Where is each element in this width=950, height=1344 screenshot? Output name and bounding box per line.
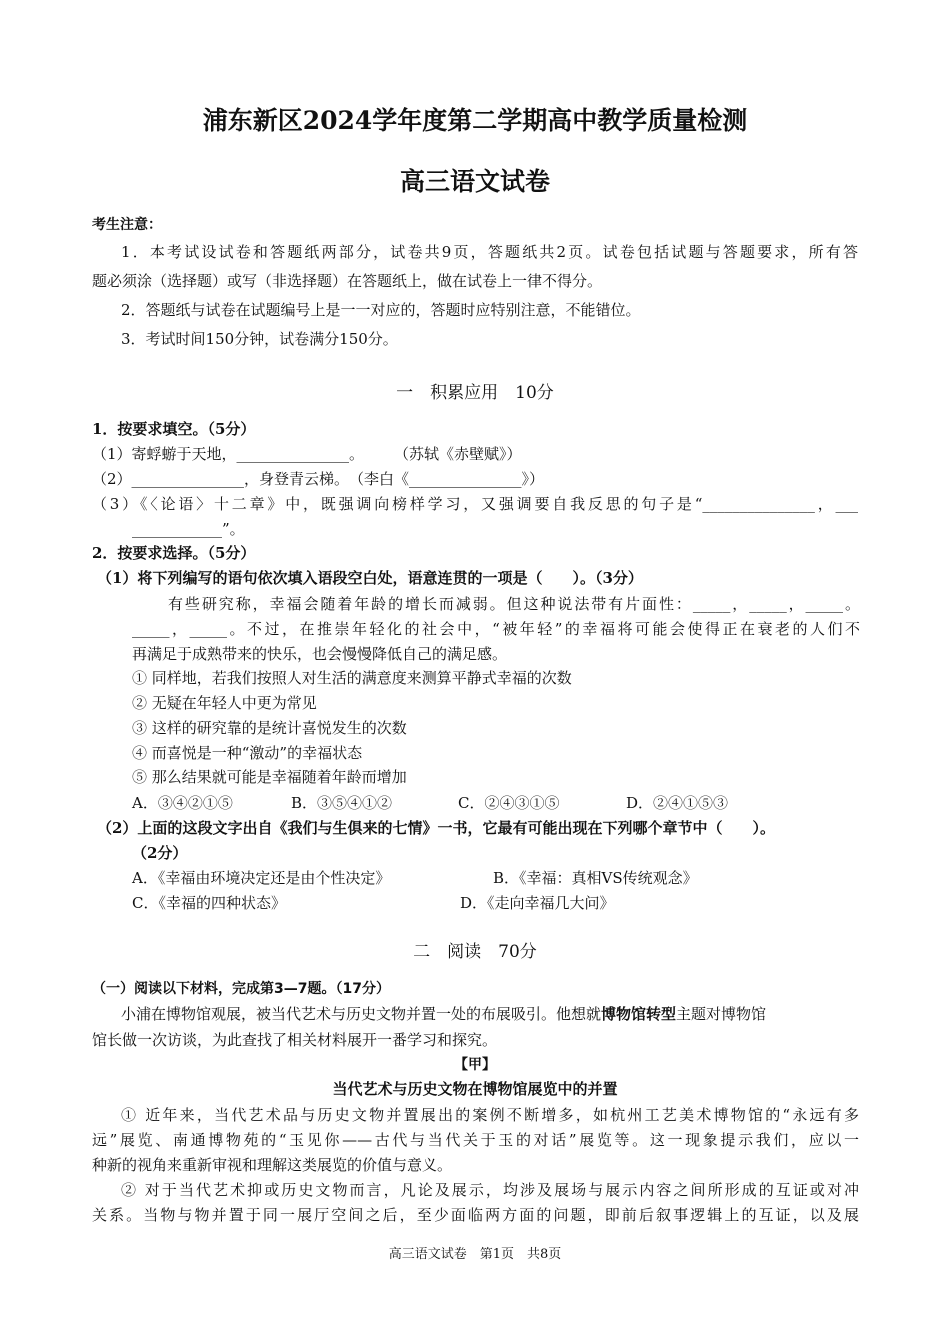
question-1-3-cont: ____________”。 xyxy=(132,520,245,538)
article-title: 当代艺术与历史文物在博物馆展览中的并置 xyxy=(332,1080,618,1098)
section-2-title: 二 阅读 70分 xyxy=(413,942,537,962)
article-p1-line-1: ① 近年来，当代艺术品与历史文物并置展出的案例不断增多，如杭州工艺美术博物馆的“永远有多 xyxy=(121,1106,859,1124)
sentence-4: ④ 而喜悦是一种“激动”的幸福状态 xyxy=(132,744,363,762)
passage-line-1: 有些研究称，幸福会随着年龄的增长而减弱。但这种说法带有片面性：_____，_____，_____。 xyxy=(168,595,860,613)
question-2-1: （1）将下列编写的语句依次填入语段空白处，语意连贯的一项是（ ）。（3分） xyxy=(97,569,643,587)
intro-keyword: 博物馆转型 xyxy=(601,1005,677,1023)
notice-item-1-cont: 题必须涂（选择题）或写（非选择题）在答题纸上，做在试卷上一律不得分。 xyxy=(92,272,603,290)
option-a: A．③④②①⑤ xyxy=(132,794,233,812)
option-b: B．③⑤④①② xyxy=(291,794,393,812)
question-1-1: （1）寄蜉蝣于天地，_______________。 （苏轼《赤壁赋》） xyxy=(92,445,522,463)
notice-item-1: 1．本考试设试卷和答题纸两部分，试卷共9页，答题纸共2页。试卷包括试题与答题要求，所有答 xyxy=(121,243,858,261)
chapter-option-b: B．《幸福：真相VS传统观念》 xyxy=(493,869,698,887)
chapter-option-d: D．《走向幸福几大问》 xyxy=(460,894,615,912)
exam-subtitle: 高三语文试卷 xyxy=(399,167,550,196)
passage-line-3: 再满足于成熟带来的快乐，也会慢慢降低自己的满足感。 xyxy=(132,645,508,663)
question-2-2-points: （2分） xyxy=(132,844,188,862)
sentence-1: ① 同样地，若我们按照人对生活的满意度来测算平静式幸福的次数 xyxy=(132,669,572,687)
chapter-option-a: A．《幸福由环境决定还是由个性决定》 xyxy=(132,869,391,887)
article-p1-line-2: 远”展览、南通博物苑的“玉见你——古代与当代关于玉的对话”展览等。这一现象提示我们，应以一 xyxy=(92,1131,859,1149)
article-p1-line-3: 种新的视角来重新审视和理解这类展览的价值与意义。 xyxy=(92,1156,453,1174)
section-1-title: 一 积累应用 10分 xyxy=(396,383,554,403)
question-1: 1．按要求填空。（5分） xyxy=(92,420,256,438)
material-label-jia: 【甲】 xyxy=(454,1057,496,1073)
question-1-2: （2）_______________，身登青云梯。 （李白《_______________》） xyxy=(92,470,545,488)
intro-line-2: 馆长做一次访谈，为此查找了相关材料展开一番学习和探究。 xyxy=(92,1031,498,1049)
article-p2-line-2: 关系。当物与物并置于同一展厅空间之后，至少面临两方面的问题，即前后叙事逻辑上的互证，以及展 xyxy=(92,1206,859,1224)
sentence-3: ③ 这样的研究靠的是统计喜悦发生的次数 xyxy=(132,719,407,737)
notice-item-3: 3．考试时间150分钟，试卷满分150分。 xyxy=(121,330,398,348)
intro-line-1: 小浦在博物馆观展，被当代艺术与历史文物并置一处的布展吸引。他想就博物馆转型主题对博物馆 xyxy=(121,1005,767,1023)
option-c: C．②④③①⑤ xyxy=(458,794,560,812)
question-1-3: （3）《〈论语〉十二章》中，既强调向榜样学习，又强调要自我反思的句子是“_______________，___ xyxy=(92,495,858,513)
chapter-option-c: C．《幸福的四种状态》 xyxy=(132,894,286,912)
reading-part-1: （一）阅读以下材料，完成第3—7题。（17分） xyxy=(92,981,390,997)
notice-item-2: 2．答题纸与试卷在试题编号上是一一对应的，答题时应特别注意，不能错位。 xyxy=(121,301,641,319)
sentence-2: ② 无疑在年轻人中更为常见 xyxy=(132,694,317,712)
question-2: 2．按要求选择。（5分） xyxy=(92,544,256,562)
article-p2-line-1: ② 对于当代艺术抑或历史文物而言，凡论及展示，均涉及展场与展示内容之间所形成的互证或对冲 xyxy=(121,1181,859,1199)
sentence-5: ⑤ 那么结果就可能是幸福随着年龄而增加 xyxy=(132,768,407,786)
option-d: D．②④①⑤③ xyxy=(626,794,729,812)
exam-title: 浦东新区2024学年度第二学期高中教学质量检测 xyxy=(202,106,748,135)
passage-line-2: _____，_____。不过，在推崇年轻化的社会中，“被年轻”的幸福将可能会使得正在衰老的人们不 xyxy=(132,620,860,638)
question-2-2: （2）上面的这段文字出自《我们与生俱来的七情》一书，它最有可能出现在下列哪个章节中（ ）。 xyxy=(97,819,775,837)
notice-heading: 考生注意： xyxy=(92,217,162,233)
page-footer: 高三语文试卷 第1页 共8页 xyxy=(388,1247,562,1262)
